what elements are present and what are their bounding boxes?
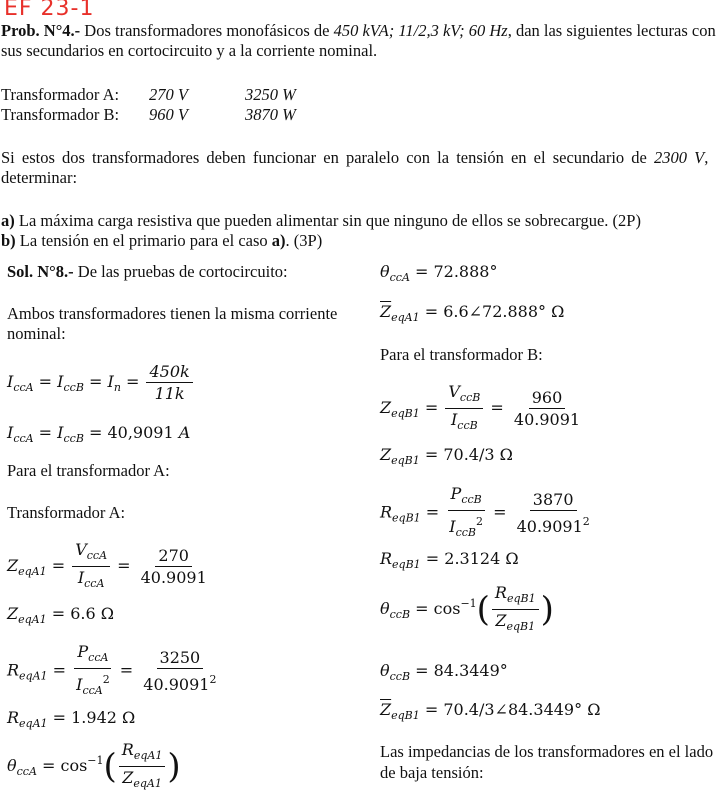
eq-theta-cca-value: $\theta_{ccA} = 72.888^\circ$ <box>380 262 498 284</box>
item-b-end: . (3P) <box>285 231 323 250</box>
eq-zeqb1-value: $Z_{eqB1} = 70.4/3$ Ω <box>380 445 513 467</box>
same-current-line-2: nominal: <box>7 324 66 343</box>
eq-theta-ccb-acos: $\theta_{ccB} = \cos^{-1}$( $\frac{R_{eqB1}}{Z_{eqB1}}$ ) <box>380 583 554 633</box>
solution-heading-text: De las pruebas de cortocircuito: <box>73 262 288 281</box>
eq-zeqa1-fraction: $Z_{eqA1}$ = $\frac{V_{ccA}}{I_{ccA}}$ = $\frac{270}{40.9091}$ <box>7 540 207 590</box>
reading-b-name: Transformador B: <box>1 105 120 124</box>
eq-zeqa1-value: $Z_{eqA1} = 6.6$ Ω <box>7 604 114 626</box>
eq-theta-ccb-value: $\theta_{ccB} = 84.3449^\circ$ <box>380 661 508 683</box>
eq-reqb1-fraction: $R_{eqB1}$ = $\frac{P_{ccB}}{I_{ccB}^2}$ = $\frac{3870}{40.9091^2}$ <box>380 484 590 539</box>
problem-label: Prob. N°4.- <box>1 21 81 40</box>
problem-intro-a: Dos transformadores monofásicos de <box>80 21 334 40</box>
item-b <box>1 231 322 251</box>
reading-b-voltage: 960 V <box>149 105 188 124</box>
eq-reqb1-value: $R_{eqB1} = 2.3124$ Ω <box>380 549 519 571</box>
condition-text-b: , <box>704 148 709 167</box>
item-b-ref: a) <box>271 231 286 250</box>
eq-reqa1-fraction: $R_{eqA1}$ = $\frac{P_{ccA}}{I_{ccA}^2}$ = $\frac{3250}{40.9091^2}$ <box>7 642 217 697</box>
problem-ratings: 450 kVA; 11/2,3 kV; 60 Hz <box>333 21 508 40</box>
eq-theta-cca-acos: $\theta_{ccA} = \cos^{-1}$( $\frac{R_{eqA1}}{Z_{eqA1}}$ ) <box>7 740 181 790</box>
handwritten-tag: EF 23-1 <box>4 0 95 21</box>
closing-line-1: Las impedancias de los transformadores en el lado <box>380 742 714 761</box>
same-current-line-1: Ambos transformadores tienen la misma corriente <box>7 304 338 323</box>
frac-nominal: $\frac{450k}{11k}$ <box>146 362 192 403</box>
closing-line-2: de baja tensión: <box>380 763 484 782</box>
for-transformer-b: Para el transformador B: <box>380 345 543 364</box>
condition-line-1 <box>1 148 717 168</box>
eq-zbar-eqa1: $\overline{Z}_{eqA1}$ = 6.6∠72.888° Ω <box>380 302 565 324</box>
eq-zeqb1-fraction: $Z_{eqB1}$ = $\frac{V_{ccB}}{I_{ccB}}$ = $\frac{960}{40.9091}$ <box>380 382 581 432</box>
problem-line-2: sus secundarios en cortocircuito y a la corriente nominal. <box>1 41 378 60</box>
condition-line-2: determinar: <box>1 168 78 187</box>
condition-text-a: Si estos dos transformadores deben funcionar en paralelo con la tensión en el secundario de <box>1 148 655 167</box>
eq-zbar-eqb1: $\overline{Z}_{eqB1}$ = 70.4/3∠84.3449° Ω <box>380 700 601 722</box>
item-a-label: a) <box>1 211 15 230</box>
item-b-text: La tensión en el primario para el caso <box>15 231 272 250</box>
eq-current-value: $I_{ccA} = I_{ccB} = 40,9091$ A <box>7 423 191 445</box>
transformer-a-label: Transformador A: <box>7 503 126 522</box>
solution-label: Sol. N°8.- <box>7 262 74 281</box>
problem-line-1 <box>1 21 716 41</box>
reading-a-voltage: 270 V <box>149 85 188 104</box>
problem-intro-b: , dan las siguientes lecturas con <box>507 21 716 40</box>
item-a-text: La máxima carga resistiva que pueden alimentar sin que ninguno de ellos se sobrecargue. (2P) <box>14 211 641 230</box>
solution-heading <box>7 262 288 282</box>
item-a <box>1 211 641 231</box>
eq-reqa1-value: $R_{eqA1} = 1.942$ Ω <box>7 708 136 730</box>
item-b-label: b) <box>1 231 16 250</box>
reading-a-power: 3250 W <box>245 85 296 104</box>
reading-a-name: Transformador A: <box>1 85 120 104</box>
condition-value: 2300 V <box>654 148 705 167</box>
reading-b-power: 3870 W <box>245 105 296 124</box>
for-transformer-a: Para el transformador A: <box>7 461 170 480</box>
eq-nominal-current: $I_{ccA} = I_{ccB} = I_n$ = $\frac{450k}{11k}$ <box>7 362 195 403</box>
